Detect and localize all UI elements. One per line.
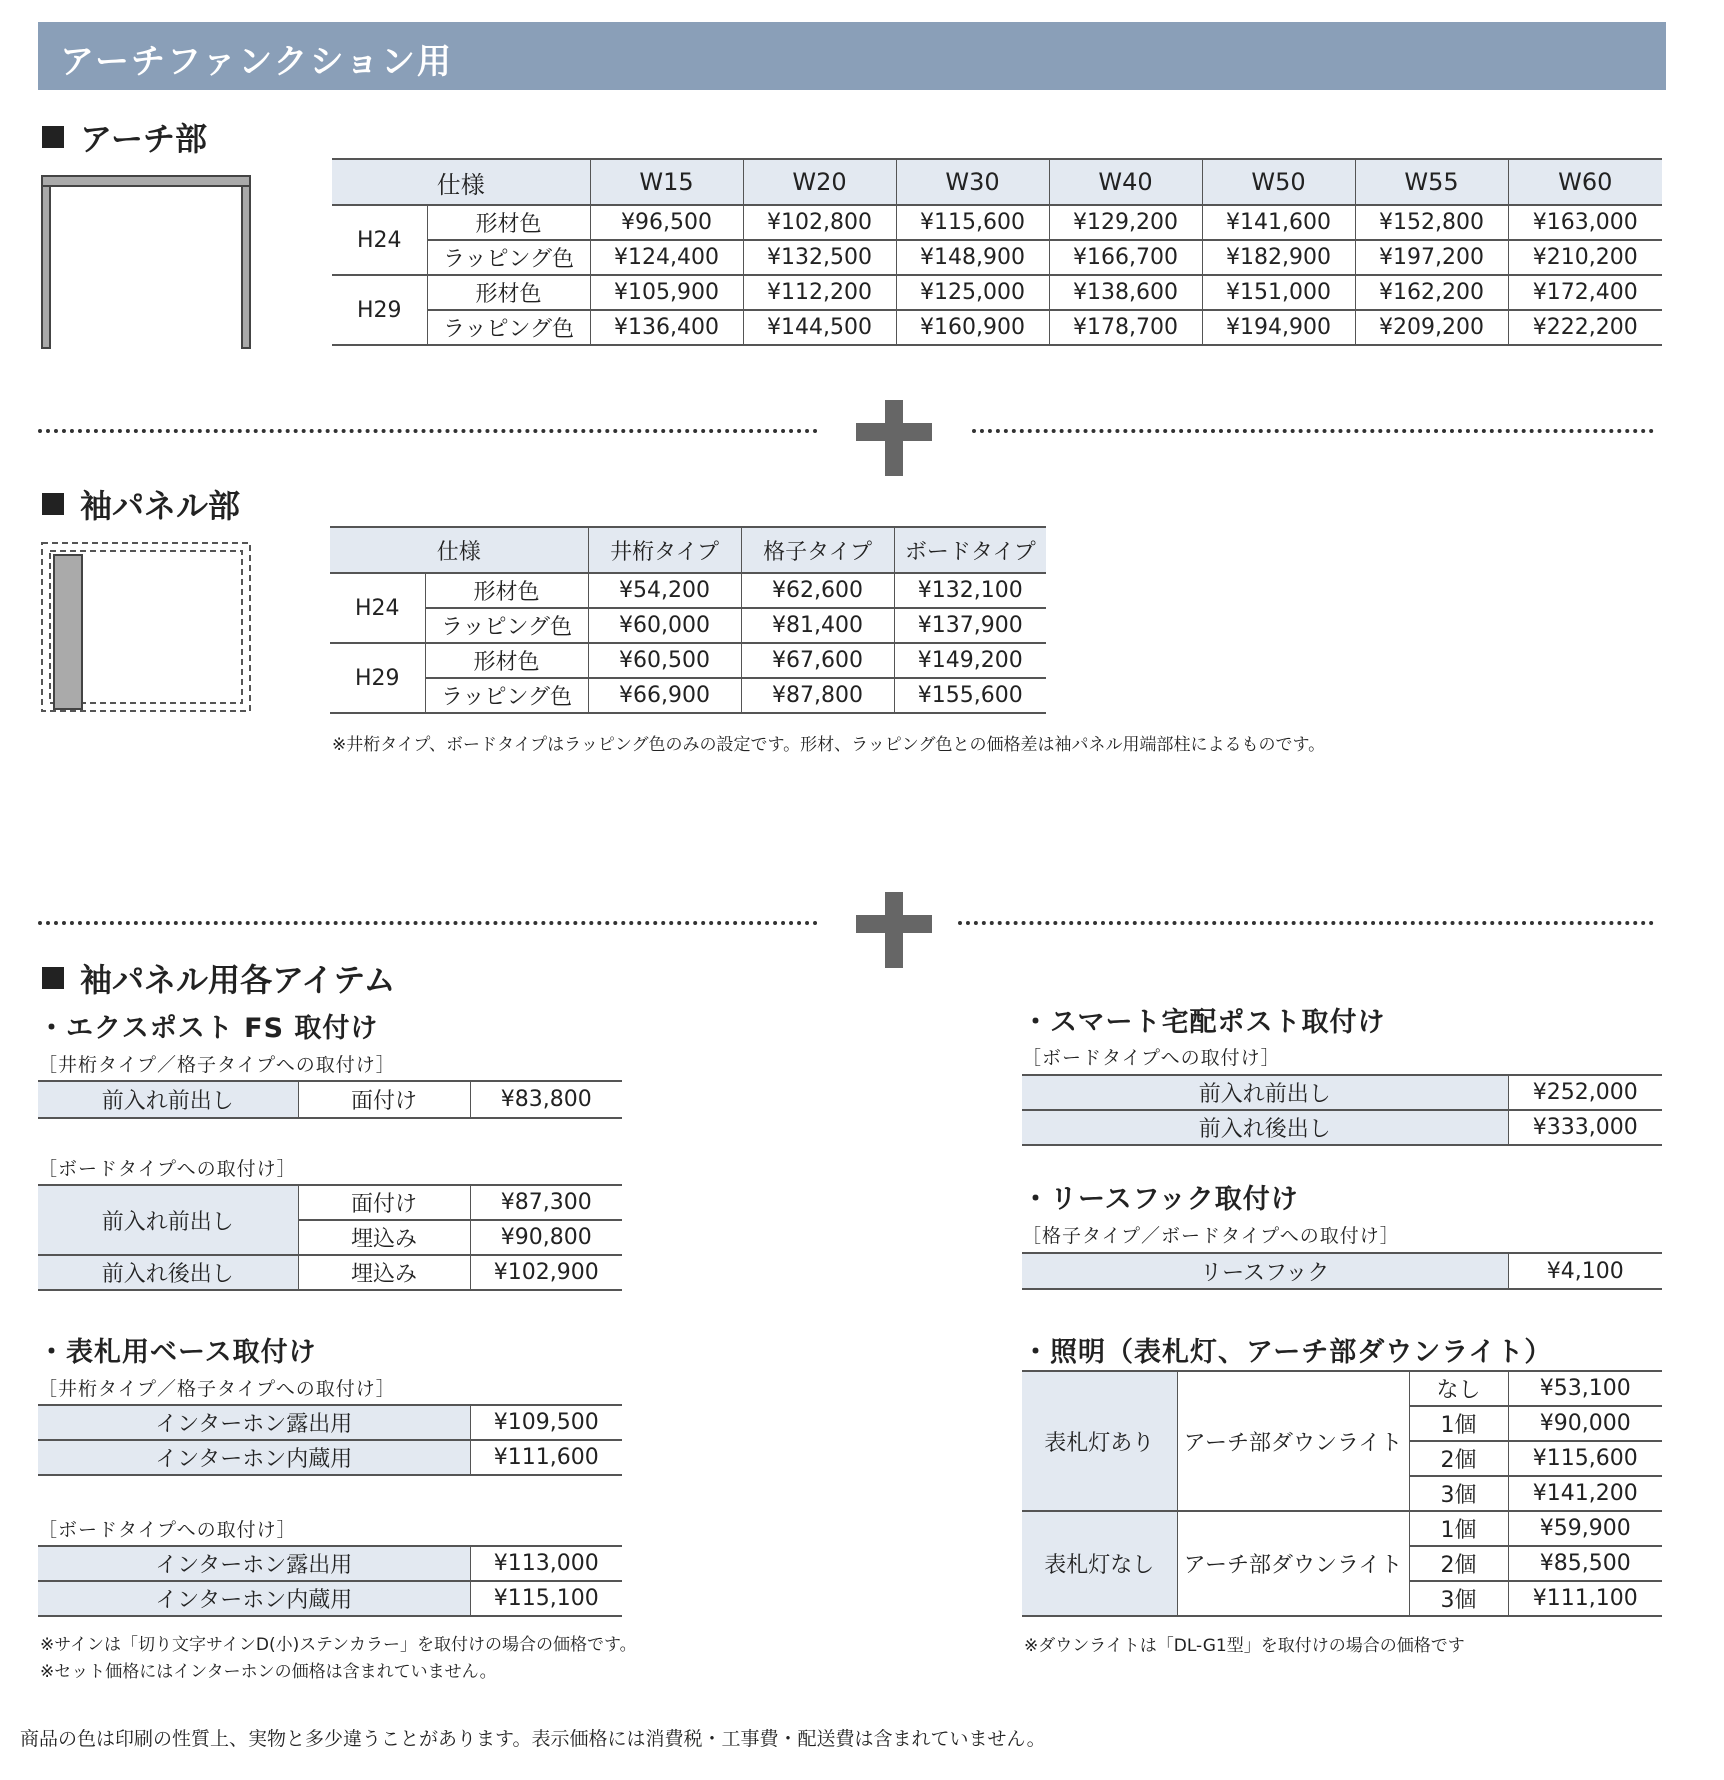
price-cell: ¥144,500 xyxy=(743,310,896,345)
finish-label: 形材色 xyxy=(427,275,590,310)
qty-cell: 2個 xyxy=(1409,1441,1508,1476)
dotted-divider xyxy=(38,429,818,433)
price-cell: ¥166,700 xyxy=(1049,240,1202,275)
arch-section-title: アーチ部 xyxy=(42,114,207,160)
price-cell: ¥151,000 xyxy=(1202,275,1355,310)
finish-label: 形材色 xyxy=(425,643,588,678)
mount-label: 面付け xyxy=(298,1185,470,1220)
price-cell: ¥87,800 xyxy=(741,678,894,713)
expost-condition-1: ［井桁タイプ／格子タイプへの取付け］ xyxy=(38,1054,396,1076)
expost-table-1 xyxy=(38,1080,622,1119)
arch-width-header: W30 xyxy=(896,159,1049,205)
finish-label: ラッピング色 xyxy=(425,678,588,713)
dotted-divider xyxy=(958,921,1654,925)
sleeve-section-title: 袖パネル部 xyxy=(42,481,240,527)
price-cell: ¥172,400 xyxy=(1508,275,1662,310)
expost-table-2 xyxy=(38,1184,622,1291)
expost-title: ・エクスポスト FS 取付け xyxy=(38,1013,379,1044)
price-cell: ¥62,600 xyxy=(741,573,894,608)
header-banner xyxy=(38,22,1666,90)
price-cell: ¥136,400 xyxy=(590,310,743,345)
item-label: 前入れ後出し xyxy=(38,1255,298,1290)
item-label: 前入れ前出し xyxy=(38,1081,298,1118)
arch-spec-header: 仕様 xyxy=(332,159,590,205)
sleeve-type-header: 井桁タイプ xyxy=(588,527,741,573)
price-cell: ¥152,800 xyxy=(1355,205,1508,240)
price-cell: ¥59,900 xyxy=(1508,1511,1662,1546)
price-cell: ¥163,000 xyxy=(1508,205,1662,240)
smartpost-table xyxy=(1022,1074,1662,1146)
arch-width-header: W40 xyxy=(1049,159,1202,205)
lighting-group-label: 表札灯なし xyxy=(1022,1511,1177,1616)
price-cell: ¥60,000 xyxy=(588,608,741,643)
nameplate-condition-1: ［井桁タイプ／格子タイプへの取付け］ xyxy=(38,1378,396,1400)
item-label: 前入れ前出し xyxy=(1022,1075,1508,1110)
lighting-sub-label: アーチ部ダウンライト xyxy=(1177,1371,1409,1511)
dotted-divider xyxy=(972,429,1654,433)
price-cell: ¥102,800 xyxy=(743,205,896,240)
price-cell: ¥112,200 xyxy=(743,275,896,310)
square-bullet-icon xyxy=(42,967,64,989)
price-cell: ¥90,000 xyxy=(1508,1406,1662,1441)
height-label: H24 xyxy=(330,573,425,643)
price-cell: ¥53,100 xyxy=(1508,1371,1662,1406)
price-cell: ¥129,200 xyxy=(1049,205,1202,240)
mount-label: 面付け xyxy=(298,1081,470,1118)
finish-label: 形材色 xyxy=(425,573,588,608)
price-cell: ¥113,000 xyxy=(470,1546,622,1581)
wreath-title: ・リースフック取付け xyxy=(1022,1184,1299,1215)
arch-width-header: W60 xyxy=(1508,159,1662,205)
price-cell: ¥85,500 xyxy=(1508,1546,1662,1581)
mount-label: 埋込み xyxy=(298,1220,470,1255)
arch-width-header: W55 xyxy=(1355,159,1508,205)
qty-cell: 1個 xyxy=(1409,1406,1508,1441)
price-cell: ¥96,500 xyxy=(590,205,743,240)
sleeve-price-table xyxy=(330,526,1046,714)
smartpost-condition: ［ボードタイプへの取付け］ xyxy=(1022,1047,1281,1069)
qty-cell: なし xyxy=(1409,1371,1508,1406)
smartpost-title: ・スマート宅配ポスト取付け xyxy=(1022,1007,1386,1038)
lighting-group-label: 表札灯あり xyxy=(1022,1371,1177,1511)
price-cell: ¥178,700 xyxy=(1049,310,1202,345)
price-cell: ¥81,400 xyxy=(741,608,894,643)
price-cell: ¥209,200 xyxy=(1355,310,1508,345)
price-cell: ¥137,900 xyxy=(894,608,1046,643)
finish-label: 形材色 xyxy=(427,205,590,240)
price-cell: ¥102,900 xyxy=(470,1255,622,1290)
price-cell: ¥197,200 xyxy=(1355,240,1508,275)
nameplate-title: ・表札用ベース取付け xyxy=(38,1337,317,1368)
nameplate-note-1: ※サインは「切り文字サインD(小)ステンカラー」を取付けの場合の価格です。 xyxy=(40,1635,637,1655)
qty-cell: 3個 xyxy=(1409,1476,1508,1511)
wreath-condition: ［格子タイプ／ボードタイプへの取付け］ xyxy=(1022,1225,1400,1247)
wreath-table xyxy=(1022,1252,1662,1290)
sleeve-spec-header: 仕様 xyxy=(330,527,588,573)
lighting-note: ※ダウンライトは「DL-G1型」を取付けの場合の価格です xyxy=(1024,1636,1465,1656)
price-cell: ¥90,800 xyxy=(470,1220,622,1255)
price-cell: ¥252,000 xyxy=(1508,1075,1662,1110)
item-label: 前入れ後出し xyxy=(1022,1110,1508,1145)
price-cell: ¥125,000 xyxy=(896,275,1049,310)
price-cell: ¥66,900 xyxy=(588,678,741,713)
price-cell: ¥4,100 xyxy=(1508,1253,1662,1289)
nameplate-table-2 xyxy=(38,1545,622,1617)
price-cell: ¥124,400 xyxy=(590,240,743,275)
items-section-title: 袖パネル用各アイテム xyxy=(42,955,396,1001)
qty-cell: 1個 xyxy=(1409,1511,1508,1546)
nameplate-note-2: ※セット価格にはインターホンの価格は含まれていません。 xyxy=(40,1662,497,1682)
price-cell: ¥333,000 xyxy=(1508,1110,1662,1145)
expost-condition-2: ［ボードタイプへの取付け］ xyxy=(38,1158,297,1180)
arch-width-header: W50 xyxy=(1202,159,1355,205)
price-cell: ¥109,500 xyxy=(470,1405,622,1440)
finish-label: ラッピング色 xyxy=(427,310,590,345)
price-cell: ¥67,600 xyxy=(741,643,894,678)
item-label: インターホン露出用 xyxy=(38,1405,470,1440)
price-cell: ¥162,200 xyxy=(1355,275,1508,310)
sleeve-panel-illustration-icon xyxy=(40,541,254,713)
arch-width-header: W20 xyxy=(743,159,896,205)
price-cell: ¥54,200 xyxy=(588,573,741,608)
price-cell: ¥132,100 xyxy=(894,573,1046,608)
arch-width-header: W15 xyxy=(590,159,743,205)
price-cell: ¥182,900 xyxy=(1202,240,1355,275)
nameplate-table-1 xyxy=(38,1404,622,1476)
arch-illustration-icon xyxy=(40,174,254,350)
price-cell: ¥111,100 xyxy=(1508,1581,1662,1616)
lighting-sub-label: アーチ部ダウンライト xyxy=(1177,1511,1409,1616)
square-bullet-icon xyxy=(42,126,64,148)
item-label: インターホン内蔵用 xyxy=(38,1440,470,1475)
price-cell: ¥87,300 xyxy=(470,1185,622,1220)
price-cell: ¥60,500 xyxy=(588,643,741,678)
price-cell: ¥149,200 xyxy=(894,643,1046,678)
price-cell: ¥115,600 xyxy=(896,205,1049,240)
item-label: リースフック xyxy=(1022,1253,1508,1289)
price-cell: ¥194,900 xyxy=(1202,310,1355,345)
qty-cell: 3個 xyxy=(1409,1581,1508,1616)
height-label: H29 xyxy=(332,275,427,345)
price-cell: ¥210,200 xyxy=(1508,240,1662,275)
price-cell: ¥222,200 xyxy=(1508,310,1662,345)
arch-price-table xyxy=(332,158,1662,346)
lighting-title: ・照明（表札灯、アーチ部ダウンライト） xyxy=(1022,1337,1553,1368)
price-cell: ¥138,600 xyxy=(1049,275,1202,310)
mount-label: 埋込み xyxy=(298,1255,470,1290)
footer-disclaimer: 商品の色は印刷の性質上、実物と多少違うことがあります。表示価格には消費税・工事費・配送費は含まれていません。 xyxy=(20,1728,1046,1750)
page-title: アーチファンクション用 xyxy=(60,42,453,82)
nameplate-condition-2: ［ボードタイプへの取付け］ xyxy=(38,1519,297,1541)
square-bullet-icon xyxy=(42,493,64,515)
finish-label: ラッピング色 xyxy=(425,608,588,643)
lighting-table xyxy=(1022,1370,1662,1617)
item-label: インターホン露出用 xyxy=(38,1546,470,1581)
item-label: インターホン内蔵用 xyxy=(38,1581,470,1616)
price-cell: ¥105,900 xyxy=(590,275,743,310)
price-cell: ¥141,600 xyxy=(1202,205,1355,240)
qty-cell: 2個 xyxy=(1409,1546,1508,1581)
price-cell: ¥111,600 xyxy=(470,1440,622,1475)
height-label: H29 xyxy=(330,643,425,713)
height-label: H24 xyxy=(332,205,427,275)
price-cell: ¥160,900 xyxy=(896,310,1049,345)
item-label: 前入れ前出し xyxy=(38,1185,298,1255)
sleeve-note: ※井桁タイプ、ボードタイプはラッピング色のみの設定です。形材、ラッピング色との価格差は袖パネル用端部柱によるものです。 xyxy=(332,735,1326,755)
price-cell: ¥155,600 xyxy=(894,678,1046,713)
finish-label: ラッピング色 xyxy=(427,240,590,275)
price-cell: ¥141,200 xyxy=(1508,1476,1662,1511)
sleeve-type-header: 格子タイプ xyxy=(741,527,894,573)
price-cell: ¥115,100 xyxy=(470,1581,622,1616)
price-cell: ¥83,800 xyxy=(470,1081,622,1118)
price-cell: ¥115,600 xyxy=(1508,1441,1662,1476)
sleeve-type-header: ボードタイプ xyxy=(894,527,1046,573)
price-cell: ¥132,500 xyxy=(743,240,896,275)
price-cell: ¥148,900 xyxy=(896,240,1049,275)
dotted-divider xyxy=(38,921,818,925)
